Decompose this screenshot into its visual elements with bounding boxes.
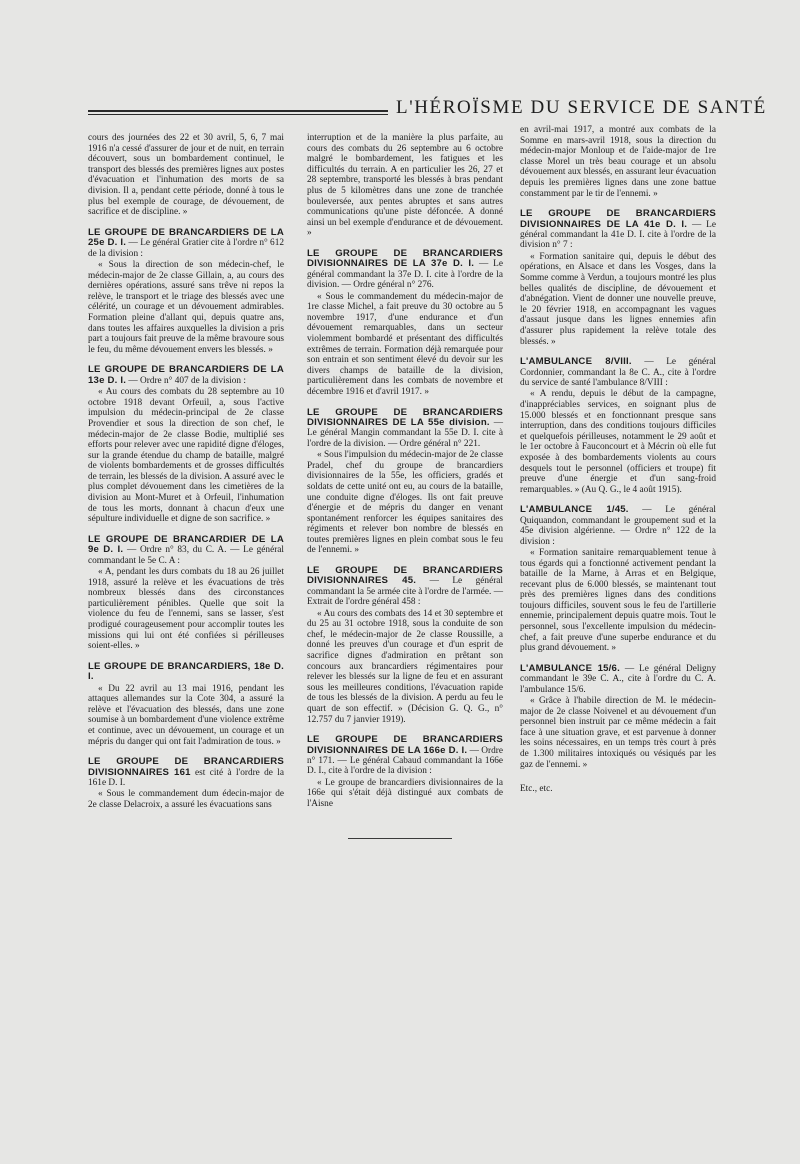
section-heading: L'AMBULANCE 15/6. — Le général Deligny commandant le 39e C. A., cite à l'ordre du C. A. l'ambulance 15/6. [520,662,716,695]
column-3 [520,125,716,795]
citation-text: « Formation sanitaire qui, depuis le début des opérations, en Alsace et dans les Vosges, dans la Somme comme à Verdun, a toujours montré les plus belles qualités de discipline, de dévouement et d'abnégation. Vient de donner une nouvelle preuve, le 20 février 1918, en accompagnant les vagues d'assaut jusque dans les lignes ennemies afin d'assurer plus rapidement la relève totale des blessés. » [520,251,716,347]
footer-rule [348,838,452,839]
paragraph: interruption et de la manière la plus parfaite, au cours des combats du 26 septembre au 6 octobre malgré le bombardement, les fatigues et les difficultés du terrain. A en particulier les 26, 27 et 28 septembre, transporté les blessés à bras pendant plus de 5 kilomètres dans une zone de tranchée bouleversée, aux pentes abruptes et sans autres communications qu'une piste défoncée. A donné ainsi un bel exemple d'endurance et de dévouement. » [307,133,503,239]
citation-text: « Du 22 avril au 13 mai 1916, pendant les attaques allemandes sur la Cote 304, a assuré la relève et l'évacuation des blessés, dans une zone soumise à un bombardement d'une violence extrême et continue, avec un dévouement, un courage et un mépris du danger qui ont fait l'admiration de tous. » [88,683,284,747]
citation-text: « Au cours des combats des 14 et 30 septembre et du 25 au 31 octobre 1918, sous la conduite de son chef, le médecin-major de 2e classe Roussille, a donné les preuves d'un courage et d'un esprit de sacrifice dignes d'admiration en prêtant son concours aux brancardiers régimentaires pour relever les blessés sur la ligne de feu et en assurant sous les meilleures conditions, l'évacuation rapide de tous les blessés de la division. A perdu au feu le quart de son effectif. » (Décision G. Q. G., n° 12.757 du 7 janvier 1919). [307,608,503,725]
citation-text: « A rendu, depuis le début de la campagne, d'inappréciables services, en soignant plus de 15.000 blessés et en fonctionnant presque sans interruption, dans des conditions toujours difficiles et quelquefois périlleuses, notamment le 29 août et le 1er octobre à Fauconcourt et à Mécrin où elle fut exposée à des bombardements violents au cours desquels tout le personnel (officiers et troupe) fit preuve d'une énergie et d'un sang-froid remarquables. » (Au Q. G., le 4 août 1915). [520,389,716,495]
citation-text: « Sous l'impulsion du médecin-major de 2e classe Pradel, chef du groupe de brancardiers divisionnaires de la 55e, les officiers, gradés et soldats de cette unité ont eu, au cours de la bataille, une conduite digne d'éloges. Ils ont fait preuve d'énergie et de mépris du danger en venant spontanément renforcer les équipes sanitaires des régiments et relever bon nombre de blessés en toutes premières lignes en plein combat sous le feu de l'ennemi. » [307,450,503,556]
citation-text: « Grâce à l'habile direction de M. le médecin-major de 2e classe Noivenel et au dévouement d'un personnel bien instruit par ce même médecin a fait face à une situation grave, et est parvenue à donner les soins nécessaires, en un temps très court à près de 1.300 militaires intoxiqués ou vésiqués par les gaz de l'ennemi. » [520,696,716,770]
citation-text: « Sous la direction de son médecin-chef, le médecin-major de 2e classe Gillain, a, au cours des dernières opérations, assuré sans trêve ni repos la relève, le transport et le triage des blessés avec une célérité, un courage et un dévouement admirables. Formation pleine d'allant qui, depuis quatre ans, dans toutes les affaires auxquelles la division a pris part a toujours fait preuve de la même bravoure sous le feu, du même dévouement envers les blessés. » [88,259,284,355]
section-heading: LE GROUPE DE BRANCARDIERS, 18e D. I. [88,660,284,683]
header-rule-thin [88,114,388,115]
section-heading: LE GROUPE DE BRANCARDIERS DIVISIONNAIRES DE LA 55e division. — Le général Mangin commandant la 55e D. I. cite à l'ordre de la division. — Ordre général n° 221. [307,406,503,449]
section-heading: LE GROUPE DE BRANCARDIER DE LA 9e D. I. — Ordre n° 83, du C. A. — Le général commandant le 5e C. A : [88,533,285,566]
citation-text: « Au cours des combats du 28 septembre au 10 octobre 1918 devant Orfeuil, a, sous l'active impulsion du médecin-principal de 2e classe Provendier et sous la direction de son chef, le médecin-major de 2e classe Bodie, multiplié ses efforts pour relever avec une rapidité digne d'éloges, sur la grande étendue du champ de bataille, malgré de violents bombardements et de grosses difficultés de terrain, les blessés de la division. A assuré avec le plus complet dévouement dans les cimetières de la division au Mont-Muret et à Orfeuil, l'inhumation de tous les morts, donnant à chacun d'eux une sépulture individuelle et digne de son sacrifice. » [88,387,284,525]
citation-text: « Sous le commandement du médecin-major de 1re classe Michel, a fait preuve du 30 octobre au 5 novembre 1917, d'une endurance et d'un dévouement remarquables, dans un secteur violemment bombardé et présentant des difficultés extrêmes de terrain. Formation déjà remarquée pour son entrain et son sentiment élevé du devoir sur les divers champs de bataille de la division, particulièrement dans les combats de novembre et décembre 1916 et d'avril 1917. » [307,291,503,397]
section-heading: LE GROUPE DE BRANCARDIERS DIVISIONNAIRES 161 est cité à l'ordre de la 161e D. I. [88,756,284,788]
section-heading: LE GROUPE DE BRANCARDIERS DIVISIONNAIRES 45. — Le général commandant la 5e armée cite à l'ordre de l'armée. — Extrait de l'ordre général 458 : [307,565,504,608]
section-heading: LE GROUPE DE BRANCARDIERS DIVISIONNAIRES DE LA 166e D. I. — Ordre n° 171. — Le général Cabaud commandant la 166e D. I., cite à l'ordre de la division : [307,734,503,777]
header-rule [88,110,388,112]
closing-etc: Etc., etc. [520,784,553,795]
citation-text: « A, pendant les durs combats du 18 au 26 juillet 1918, assuré la relève et les évacuations de très nombreux blessés dans des circonstances particulièrement pénibles. Quelle que soit la violence du feu de l'ennemi, sans se lasser, s'est prodigué courageusement pour accomplir toutes les missions qui lui ont été confiées si périlleuses soient-elles. » [88,567,284,652]
section-heading: LE GROUPE DE BRANCARDIERS DIVISIONNAIRES DE LA 37e D. I. — Le général commandant la 37e D. I. cite à l'ordre de la division. — Ordre général n° 276. [307,247,503,291]
paragraph: en avril-mai 1917, a montré aux combats de la Somme en mars-avril 1918, sous la direction du médecin-major Monloup et de l'aide-major de 1re classe Morel un très beau courage et un absolu dévouement aux blessés, en assurant leur évacuation depuis les premières lignes dans une zone battue constamment par le tir de l'ennemi. » [520,125,716,199]
paragraph: cours des journées des 22 et 30 avril, 5, 6, 7 mai 1916 n'a cessé d'assurer de jour et de nuit, en terrain découvert, sous un bombardement continuel, le transport des blessés des premières lignes aux postes d'évacuation et l'inhumation des morts de sa division. Il a, pendant cette période, donné à tous le plus bel exemple de courage, de dévouement, de sacrifice et de discipline. » [88,133,284,218]
section-heading: L'AMBULANCE 1/45. — Le général Quiquandon, commandant le groupement sud et la 45e division algérienne. — Ordre n° 122 de la division : [520,504,716,547]
running-title: L'HÉROÏSME DU SERVICE DE SANTÉ [396,97,767,118]
section-heading: LE GROUPE DE BRANCARDIERS DE LA 25e D. I. — Le général Gratier cite à l'ordre n° 612 de la division : [88,226,284,259]
citation-text: « Formation sanitaire remarquablement tenue à tous égards qui a fonctionné activement pendant la bataille de la Marne, à Arras et en Belgique, recevant plus de 6.000 blessés, se maintenant tout près des premières lignes dans des conditions toujours difficiles, souvent sous le feu de l'artillerie ennemie, principalement depuis quatre mois. Tout le personnel, sous l'excellente impulsion du médecin-chef, a fait preuve d'une superbe endurance et du plus grand dévouement. » [520,547,716,654]
section-heading: L'AMBULANCE 8/VIII. — Le général Cordonnier, commandant la 8e C. A., cite à l'ordre du service de santé l'ambulance 8/VIII : [520,356,716,388]
citation-text: « Le groupe de brancardiers divisionnaires de la 166e qui s'était déjà distingué aux combats de l'Aisne [307,777,503,810]
section-heading: LE GROUPE DE BRANCARDIERS DE LA 13e D. I. — Ordre n° 407 de la division : [88,364,284,386]
citation-text: « Sous le commandement dum édecin-major de 2e classe Delacroix, a assuré les évacuations sans [88,789,284,810]
section-heading: LE GROUPE DE BRANCARDIERS DIVISIONNAIRES DE LA 41e D. I. — Le général commandant la 41e D. I. cite à l'ordre de la division n° 7 : [520,208,716,251]
column-2 [307,133,503,810]
column-1 [88,133,284,811]
